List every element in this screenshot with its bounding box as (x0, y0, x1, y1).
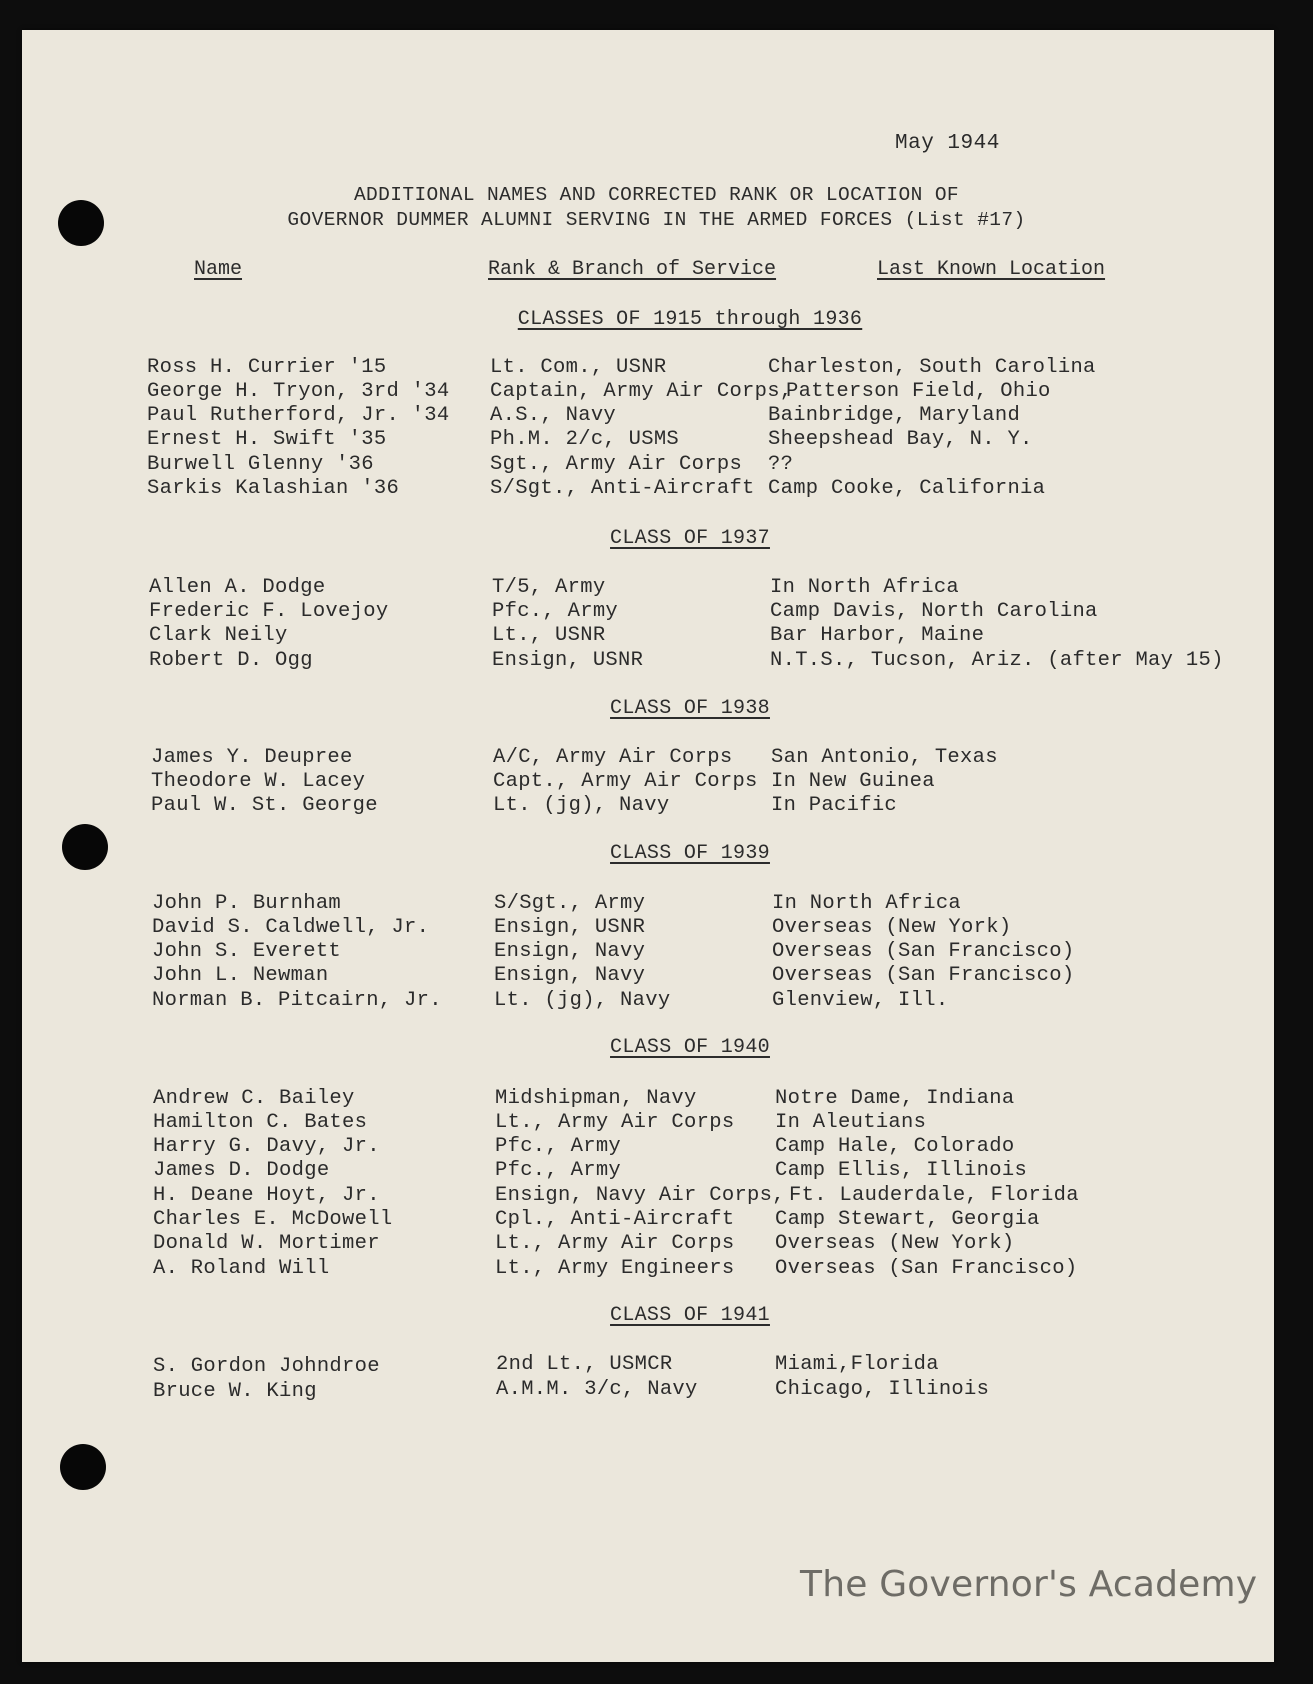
entry-rank: Lt., USNR (492, 624, 606, 647)
entry-name: Allen A. Dodge (149, 576, 326, 599)
document-date: May 1944 (895, 132, 1000, 155)
entry-location: N.T.S., Tucson, Ariz. (after May 15) (770, 649, 1224, 672)
entry-name: Frederic F. Lovejoy (149, 600, 389, 623)
entry-rank: Pfc., Army (495, 1159, 622, 1182)
column-header-name: Name (194, 258, 243, 281)
class-heading: CLASS OF 1937 (610, 527, 770, 550)
entry-name: James Y. Deupree (151, 746, 353, 769)
entry-rank: S/Sgt., Anti-Aircraft (490, 477, 755, 500)
entry-name: Charles E. McDowell (153, 1208, 393, 1231)
entry-name: Harry G. Davy, Jr. (153, 1135, 380, 1158)
column-header-rank: Rank & Branch of Service (488, 258, 777, 281)
entry-name: Ernest H. Swift '35 (147, 428, 387, 451)
entry-rank: T/5, Army (492, 576, 606, 599)
class-heading: CLASS OF 1940 (610, 1036, 770, 1059)
entry-name: Andrew C. Bailey (153, 1087, 355, 1110)
entry-name: James D. Dodge (153, 1159, 330, 1182)
document-title-line-1: ADDITIONAL NAMES AND CORRECTED RANK OR LOCATION OF (353, 184, 960, 206)
entry-name: Robert D. Ogg (149, 649, 313, 672)
entry-rank: Lt., Army Engineers (495, 1257, 735, 1280)
entry-location: Bar Harbor, Maine (770, 624, 985, 647)
entry-location: In Pacific (771, 794, 898, 817)
entry-rank: Pfc., Army (492, 600, 619, 623)
entry-location: Overseas (San Francisco) (772, 940, 1075, 963)
entry-name: Sarkis Kalashian '36 (147, 477, 400, 500)
entry-name: Paul W. St. George (151, 794, 378, 817)
entry-name: David S. Caldwell, Jr. (152, 916, 430, 939)
entry-rank: Lt., Army Air Corps (495, 1111, 735, 1134)
entry-rank: Ensign, USNR (492, 649, 644, 672)
entry-location: Camp Hale, Colorado (775, 1135, 1015, 1158)
entry-location: In Aleutians (775, 1111, 927, 1134)
entry-rank: Captain, Army Air Corps, (490, 380, 793, 403)
entry-location: Glenview, Ill. (772, 989, 949, 1012)
entry-location: Overseas (New York) (775, 1232, 1015, 1255)
entry-name: Burwell Glenny '36 (147, 453, 374, 476)
entry-location: Chicago, Illinois (775, 1378, 990, 1401)
entry-name: Bruce W. King (153, 1380, 317, 1403)
entry-name: Ross H. Currier '15 (147, 356, 387, 379)
entry-location: Charleston, South Carolina (768, 356, 1096, 379)
entry-name: S. Gordon Johndroe (153, 1355, 380, 1378)
entry-location: Overseas (New York) (772, 916, 1012, 939)
entry-name: Norman B. Pitcairn, Jr. (152, 989, 442, 1012)
entry-rank: Lt. (jg), Navy (493, 794, 670, 817)
punch-hole (60, 1444, 106, 1490)
entry-name: Paul Rutherford, Jr. '34 (147, 404, 450, 427)
entry-location: Ft. Lauderdale, Florida (789, 1184, 1079, 1207)
entry-rank: A.M.M. 3/c, Navy (496, 1378, 698, 1401)
entry-location: Camp Ellis, Illinois (775, 1159, 1028, 1182)
entry-rank: Ensign, Navy Air Corps, (495, 1184, 785, 1207)
entry-location: Camp Cooke, California (768, 477, 1046, 500)
class-heading: CLASS OF 1938 (610, 697, 770, 720)
entry-name: Hamilton C. Bates (153, 1111, 368, 1134)
class-heading: CLASS OF 1939 (610, 842, 770, 865)
column-header-location: Last Known Location (877, 258, 1106, 281)
entry-location: In New Guinea (771, 770, 935, 793)
entry-rank: Ensign, USNR (494, 916, 646, 939)
entry-location: Camp Davis, North Carolina (770, 600, 1098, 623)
entry-rank: Capt., Army Air Corps (493, 770, 758, 793)
entry-location: ?? (768, 453, 794, 476)
entry-rank: Midshipman, Navy (495, 1087, 697, 1110)
entry-name: Donald W. Mortimer (153, 1232, 380, 1255)
entry-name: H. Deane Hoyt, Jr. (153, 1184, 380, 1207)
entry-location: Overseas (San Francisco) (775, 1257, 1078, 1280)
entry-rank: Ensign, Navy (494, 964, 646, 987)
entry-rank: Sgt., Army Air Corps (490, 453, 743, 476)
entry-name: Clark Neily (149, 624, 288, 647)
entry-name: John S. Everett (152, 940, 342, 963)
entry-rank: A/C, Army Air Corps (493, 746, 733, 769)
entry-location: Patterson Field, Ohio (786, 380, 1051, 403)
entry-name: A. Roland Will (153, 1257, 330, 1280)
entry-rank: Ensign, Navy (494, 940, 646, 963)
class-heading: CLASSES OF 1915 through 1936 (517, 308, 863, 331)
entry-rank: Cpl., Anti-Aircraft (495, 1208, 735, 1231)
entry-rank: 2nd Lt., USMCR (496, 1353, 673, 1376)
entry-location: Miami,Florida (775, 1353, 939, 1376)
entry-location: In North Africa (772, 892, 962, 915)
entry-location: San Antonio, Texas (771, 746, 998, 769)
entry-location: Notre Dame, Indiana (775, 1087, 1015, 1110)
watermark: The Governor's Academy (800, 1564, 1258, 1605)
entry-name: John L. Newman (152, 964, 329, 987)
entry-rank: Lt. Com., USNR (490, 356, 667, 379)
entry-name: John P. Burnham (152, 892, 342, 915)
entry-name: George H. Tryon, 3rd '34 (147, 380, 450, 403)
class-heading: CLASS OF 1941 (610, 1304, 770, 1327)
entry-rank: Ph.M. 2/c, USMS (490, 428, 680, 451)
entry-location: Overseas (San Francisco) (772, 964, 1075, 987)
entry-location: Bainbridge, Maryland (768, 404, 1021, 427)
entry-rank: Pfc., Army (495, 1135, 622, 1158)
entry-rank: S/Sgt., Army (494, 892, 646, 915)
entry-location: Sheepshead Bay, N. Y. (768, 428, 1033, 451)
document-title-line-2: GOVERNOR DUMMER ALUMNI SERVING IN THE ARMED FORCES (List #17) (287, 209, 1026, 231)
entry-name: Theodore W. Lacey (151, 770, 366, 793)
entry-rank: A.S., Navy (490, 404, 617, 427)
entry-location: In North Africa (770, 576, 960, 599)
entry-rank: Lt., Army Air Corps (495, 1232, 735, 1255)
entry-rank: Lt. (jg), Navy (494, 989, 671, 1012)
entry-location: Camp Stewart, Georgia (775, 1208, 1040, 1231)
